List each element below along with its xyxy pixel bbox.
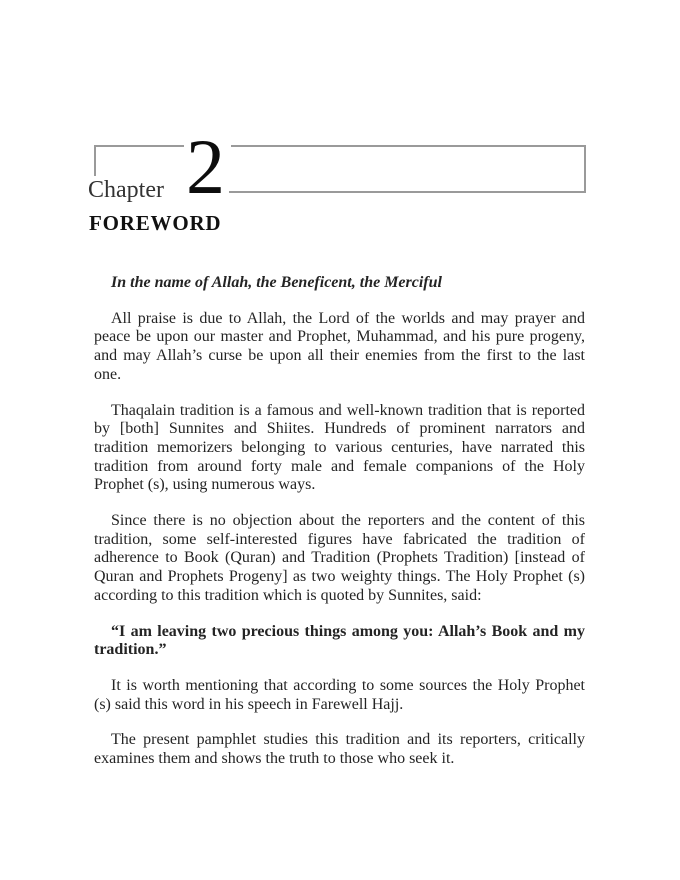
paragraph: It is worth mentioning that according to some sources the Holy Prophet (s) said this word in his speech in Farewell Hajj. — [94, 676, 585, 713]
paragraph: All praise is due to Allah, the Lord of the worlds and may prayer and peace be upon our master and Prophet, Muhammad, and his pure progeny, and may Allah’s curse be upon all their enemies from the first to the last one. — [94, 309, 585, 383]
bismillah-line: In the name of Allah, the Beneficent, the Merciful — [111, 274, 442, 291]
chapter-frame-rule-top-left — [94, 145, 184, 147]
chapter-frame-rule-left — [94, 145, 96, 176]
paragraph: Since there is no objection about the reporters and the content of this tradition, some self-interested figures have fabricated the tradition of adherence to Book (Quran) and Tradition (Prophets Tradition) [instead of Quran and Prophets Progeny] as two weighty things. The Holy Prophet (s) according to this tradition which is quoted by Sunnites, said: — [94, 512, 585, 604]
chapter-label: Chapter — [88, 177, 164, 203]
paragraph: The present pamphlet studies this tradition and its reporters, critically examines them and shows the truth to those who seek it. — [94, 731, 585, 768]
page-content — [94, 274, 585, 786]
paragraph: Thaqalain tradition is a famous and well-known tradition that is reported by [both] Sunnites and Shiites. Hundreds of prominent narrators and tradition memorizers belonging to various centuries, have narrated this tradition from around forty male and female companions of the Holy Prophet (s), using numerous ways. — [94, 401, 585, 494]
chapter-frame-rule-right — [584, 145, 586, 193]
chapter-frame-rule-bottom — [229, 191, 586, 193]
chapter-frame-rule-top-right — [231, 145, 586, 147]
chapter-number: 2 — [186, 123, 225, 210]
hadith-quote: “I am leaving two precious things among you: Allah’s Book and my tradition.” — [94, 622, 585, 659]
chapter-title: FOREWORD — [89, 211, 222, 235]
